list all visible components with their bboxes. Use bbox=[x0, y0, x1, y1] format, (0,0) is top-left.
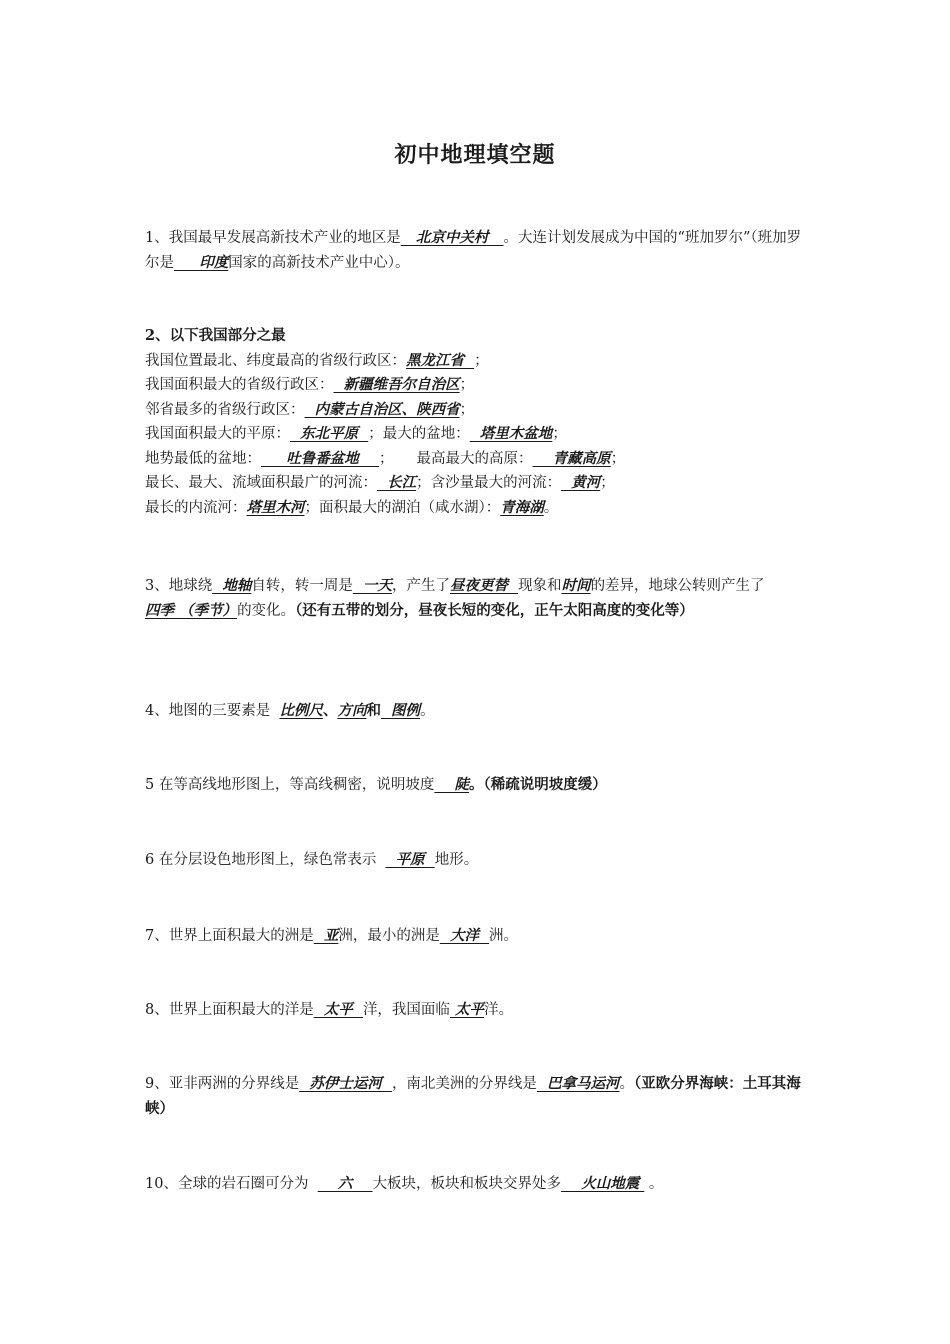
q7-answer-2: 大洋 bbox=[439, 927, 490, 944]
question-5 bbox=[145, 773, 810, 798]
q2-l4-text: 我国面积最大的平原： bbox=[145, 426, 290, 442]
q8-answer-2: 太平 bbox=[449, 1001, 484, 1018]
q2-l7-end: 。 bbox=[543, 499, 559, 516]
q2-l5-text: 地势最低的盆地： bbox=[145, 450, 261, 467]
q10-answer-2: 火山地震 bbox=[561, 1175, 645, 1192]
q4-answer-3: 图例 bbox=[380, 702, 421, 719]
q2-line-1 bbox=[145, 349, 810, 374]
q10-text-3: 。 bbox=[644, 1176, 664, 1192]
q2-l4-end: ； bbox=[552, 426, 567, 442]
q4-answer-1: 比例尺 bbox=[279, 702, 323, 719]
question-4 bbox=[145, 699, 810, 724]
q1-text-1: 1、我国最早发展高新技术产业的地区是 bbox=[145, 230, 401, 246]
q2-l6-end: ； bbox=[600, 475, 615, 491]
q7-text-3: 洲。 bbox=[489, 928, 519, 944]
q2-l6-answer: 长江 bbox=[377, 474, 417, 491]
q3-answer-4: 时间 bbox=[561, 577, 591, 594]
question-8 bbox=[145, 998, 810, 1023]
question-7 bbox=[145, 924, 810, 949]
q2-l3-end: ； bbox=[459, 401, 475, 418]
q2-l7-answer-2: 青海湖 bbox=[500, 498, 544, 516]
q2-l7-answer: 塔里木河 bbox=[246, 498, 305, 516]
q2-l1-answer: 黑龙江省 bbox=[406, 351, 475, 369]
q2-line-2 bbox=[145, 373, 810, 398]
q2-l2-answer: 新疆维吾尔自治区 bbox=[333, 376, 460, 393]
q2-l5-answer-2: 青藏高原 bbox=[532, 449, 611, 467]
q2-line-5 bbox=[145, 447, 810, 472]
q7-text-2: 洲，最小的洲是 bbox=[338, 928, 440, 944]
q4-answer-2: 方向 bbox=[337, 702, 367, 719]
q2-line-6 bbox=[145, 471, 810, 496]
q2-line-4 bbox=[145, 422, 810, 447]
q4-text-3: 和 bbox=[366, 702, 381, 719]
q9-note: （亚欧分界海峡：土耳其海峡） bbox=[145, 1075, 801, 1117]
q2-l2-text: 我国面积最大的省级行政区： bbox=[145, 377, 334, 393]
q2-l1-text: 我国位置最北、纬度最高的省级行政区： bbox=[145, 352, 406, 369]
q3-text-5: 的差异，地球公转则产生了 bbox=[590, 578, 765, 594]
q3-text-2: 自转，转一周是 bbox=[251, 578, 353, 594]
q3-text-4: 现象和 bbox=[518, 578, 562, 594]
q2-l3-answer: 内蒙古自治区、陕西省 bbox=[304, 400, 460, 418]
q2-l7-mid: ；面积最大的湖泊（咸水湖）： bbox=[304, 499, 501, 516]
q2-l6-answer-2: 黄河 bbox=[561, 474, 601, 491]
question-9 bbox=[145, 1072, 810, 1121]
q3-text-3: ，产生了 bbox=[391, 578, 450, 594]
q10-answer-1: 六 bbox=[317, 1175, 373, 1192]
question-6 bbox=[145, 848, 810, 873]
q3-text-1: 3、地球绕 bbox=[145, 578, 213, 594]
q4-text-2: 、 bbox=[322, 702, 338, 719]
q4-text-4: 。 bbox=[420, 703, 435, 719]
q5-answer-1: 陡 bbox=[434, 776, 470, 793]
q3-answer-1: 地轴 bbox=[212, 577, 252, 594]
q2-l6-mid: ；含沙量最大的河流： bbox=[416, 475, 562, 491]
q2-l6-text: 最长、最大、流域面积最广的河流： bbox=[145, 475, 377, 491]
q2-l7-text: 最长的内流河： bbox=[145, 499, 247, 516]
q2-l4-answer: 东北平原 bbox=[290, 425, 369, 442]
q6-answer-1: 平原 bbox=[385, 851, 435, 868]
q1-answer-1: 北京中关村 bbox=[400, 229, 504, 246]
q2-l1-end: ； bbox=[474, 352, 489, 369]
q10-text-1: 10、全球的岩石圈可分为 bbox=[145, 1176, 318, 1192]
q6-text-2: 地形。 bbox=[434, 852, 479, 868]
q9-text-1: 9、亚非两洲的分界线是 bbox=[145, 1076, 300, 1092]
q1-text-3: 国家的高新技术产业中心）。 bbox=[228, 254, 410, 271]
q2-l5-mid: ； 最高最大的高原： bbox=[378, 450, 533, 467]
q6-text-1: 6 在分层设色地形图上，绿色常表示 bbox=[145, 852, 386, 868]
q5-note: （稀疏说明坡度缓） bbox=[483, 776, 607, 793]
q3-note: （还有五带的划分，昼夜长短的变化，正午太阳高度的变化等） bbox=[295, 601, 694, 619]
q3-answer-3: 昼夜更替 bbox=[449, 577, 519, 594]
q1-answer-2: 印度 bbox=[174, 253, 229, 271]
q2-l4-answer-2: 塔里木盆地 bbox=[469, 425, 553, 442]
q9-text-2: ，南北美洲的分界线是 bbox=[391, 1076, 537, 1092]
q2-heading: 2、以下我国部分之最 bbox=[145, 327, 286, 344]
q9-answer-1: 苏伊士运河 bbox=[299, 1075, 392, 1092]
q8-text-3: 洋。 bbox=[484, 1002, 513, 1018]
q3-answer-5: 四季 （季节） bbox=[145, 601, 238, 619]
q2-l2-end: ； bbox=[459, 377, 475, 393]
q2-l5-end: ； bbox=[610, 450, 626, 467]
q1-text-2: 。大连计划发展成为中国的“班加罗尔”（班加罗尔是 bbox=[145, 230, 802, 271]
q2-line-7 bbox=[145, 496, 810, 521]
q7-answer-1: 亚 bbox=[313, 927, 339, 944]
question-1 bbox=[145, 226, 810, 275]
q9-text-3: 。 bbox=[619, 1076, 635, 1092]
q8-text-2: 洋，我国面临 bbox=[362, 1002, 450, 1018]
q2-line-3 bbox=[145, 398, 810, 423]
page-title: 初中地理填空题 bbox=[394, 142, 556, 168]
q5-text-2: 。 bbox=[469, 776, 484, 793]
q3-text-6: 的变化。 bbox=[237, 602, 296, 619]
question-2 bbox=[145, 324, 810, 520]
q3-answer-2: 一天 bbox=[352, 577, 392, 594]
q7-text-1: 7、世界上面积最大的洲是 bbox=[145, 928, 314, 944]
question-3 bbox=[145, 574, 810, 623]
question-10 bbox=[145, 1172, 810, 1197]
q10-text-2: 大板块，板块和板块交界处多 bbox=[372, 1176, 562, 1192]
q2-l4-mid: ；最大的盆地： bbox=[368, 426, 470, 442]
q4-text-1: 4、地图的三要素是 bbox=[145, 703, 280, 719]
q2-l5-answer: 吐鲁番盆地 bbox=[261, 449, 379, 467]
q2-l3-text: 邻省最多的省级行政区： bbox=[145, 401, 305, 418]
q8-answer-1: 太平 bbox=[313, 1001, 363, 1018]
q8-text-1: 8、世界上面积最大的洋是 bbox=[145, 1002, 314, 1018]
q9-answer-2: 巴拿马运河 bbox=[536, 1075, 620, 1092]
q5-text-1: 5 在等高线地形图上，等高线稠密，说明坡度 bbox=[145, 777, 435, 793]
